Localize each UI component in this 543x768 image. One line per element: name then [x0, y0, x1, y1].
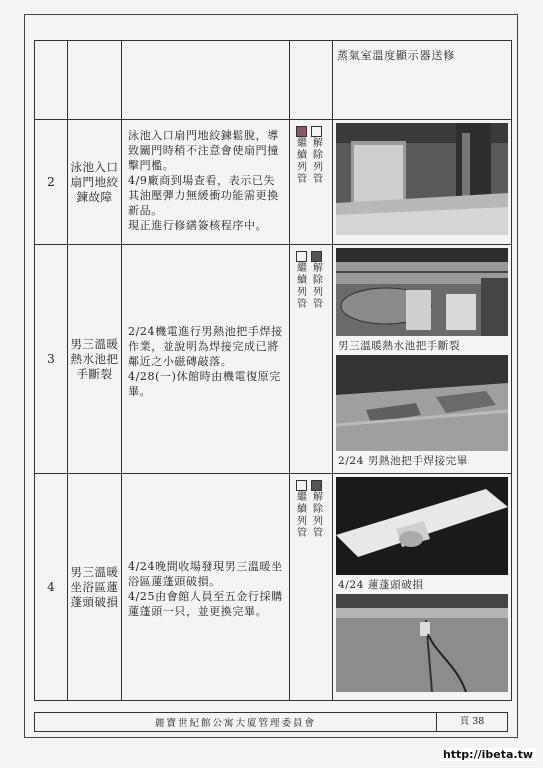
cell-status [290, 120, 333, 245]
pool-handle-welded-photo [336, 355, 508, 451]
checkbox-continue [296, 480, 307, 491]
page-footer [34, 712, 508, 732]
status-continue-label: 繼續列管 [297, 138, 307, 185]
cell-no [35, 474, 68, 701]
cell-desc [122, 120, 290, 245]
cell-status [290, 41, 333, 120]
cell-photo [333, 245, 512, 474]
cell-status [290, 474, 333, 701]
status-continue-label: 繼續列管 [297, 263, 307, 310]
table-row [35, 120, 512, 245]
status-release-label: 解除列管 [313, 263, 323, 310]
status-continue-label: 繼續列管 [297, 492, 307, 539]
cell-status [290, 245, 333, 474]
checkbox-release [311, 251, 322, 262]
photo-caption: 4/24 蓮蓬頭破損 [338, 579, 424, 591]
desc-line: 4/24晚間收場發現男三溫暖坐浴區蓮蓬頭破損。 [128, 560, 283, 588]
photo-caption: 2/24 男熱池把手焊接完畢 [338, 455, 468, 467]
item-title: 泳池入口扇門地絞鍊故障 [70, 159, 119, 204]
cell-no [35, 245, 68, 474]
status-release-label: 解除列管 [313, 138, 323, 185]
cell-item [68, 41, 122, 120]
cell-photo [333, 41, 512, 120]
desc-line: 泳池入口扇門地絞鍊鬆脫，導致關門時稍不注意會使扇門撞擊門檻。 [128, 129, 279, 172]
photo-caption: 男三溫暖熱水池把手斷裂 [338, 340, 461, 352]
watermark-url: http://ibeta.tw [442, 748, 533, 761]
checkbox-release [311, 126, 322, 137]
status-release-label: 解除列管 [313, 492, 323, 539]
table-row [35, 245, 512, 474]
item-title: 男三溫暖坐浴區蓮蓬頭破損 [70, 564, 119, 609]
desc-line: 4/9廠商到場查看，表示已失其油壓彈力無緩衝功能需更換新品。 [128, 174, 279, 217]
row-number: 3 [47, 352, 55, 366]
cell-no [35, 120, 68, 245]
table-row [35, 41, 512, 120]
cell-desc [122, 474, 290, 701]
shower-head-replaced-photo [336, 594, 508, 692]
desc-line: 4/28(一)休館時由機電復原完畢。 [128, 369, 281, 398]
shower-head-broken-photo [336, 477, 508, 575]
item-title: 男三溫暖熱水池把手斷裂 [70, 336, 119, 381]
org-name: 麗寶世紀館公寓大廈管理委員會 [154, 718, 316, 729]
checkbox-release [311, 480, 322, 491]
door-hinge-photo [336, 123, 508, 235]
photo-caption: 蒸氣室溫度顯示器送修 [337, 49, 455, 62]
cell-item [68, 120, 122, 245]
cell-photo [333, 474, 512, 701]
desc-line: 2/24機電進行男熱池把手焊接作業，並說明為焊接完成已將鄰近之小磁磚敲落。 [128, 324, 283, 368]
cell-photo [333, 120, 512, 245]
cell-desc [122, 41, 290, 120]
row-number: 4 [47, 580, 55, 594]
cell-desc [122, 245, 290, 474]
desc-line: 4/25由會館人員至五金行採購蓮蓬頭一只，並更換完畢。 [128, 590, 283, 618]
cell-item [68, 245, 122, 474]
checkbox-continue [296, 126, 307, 137]
checkbox-continue [296, 251, 307, 262]
page-number: 頁 38 [436, 713, 507, 731]
table-row [35, 474, 512, 701]
maintenance-log-table [34, 40, 512, 701]
row-number: 2 [47, 175, 55, 189]
cell-item [68, 474, 122, 701]
cell-no [35, 41, 68, 120]
pool-handle-broken-photo [336, 248, 508, 336]
desc-line: 現正進行修繕簽核程序中。 [128, 219, 268, 232]
